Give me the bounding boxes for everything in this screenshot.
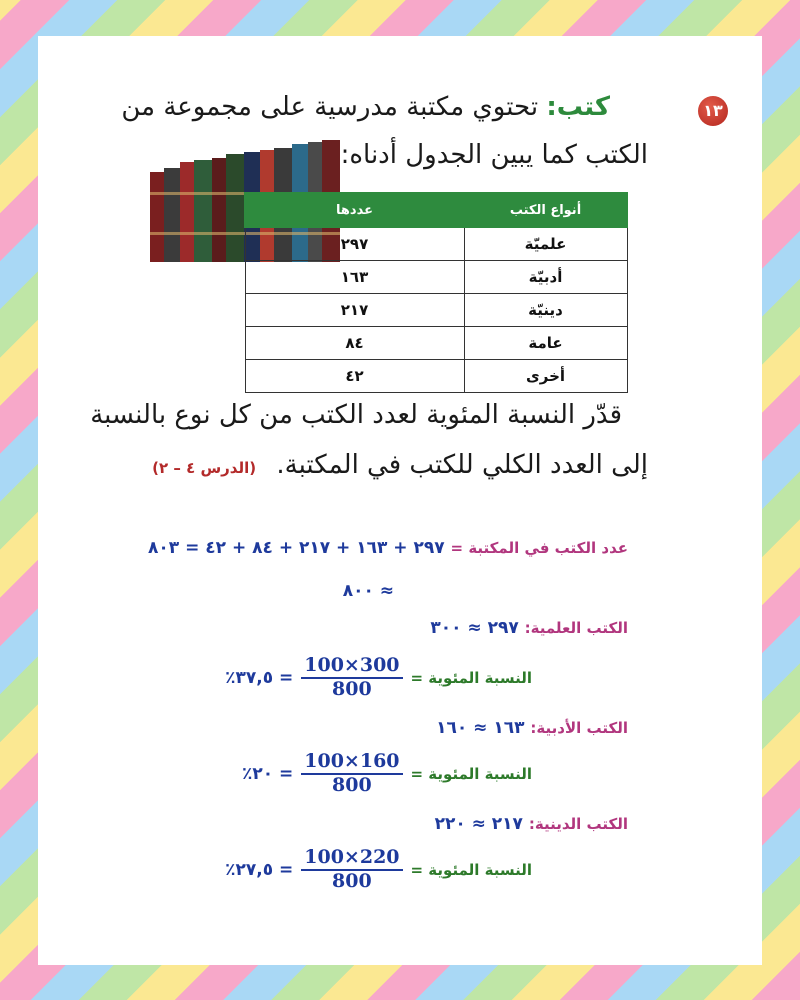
- religious-percent-label: النسبة المئوية =: [410, 860, 532, 879]
- literary-fraction: [301, 752, 402, 796]
- literary-line: [436, 718, 628, 738]
- cell-type: أخرى: [464, 360, 627, 393]
- lesson-reference: (الدرس ٤ – ٢): [152, 459, 257, 477]
- table-row: [245, 327, 627, 360]
- science-line: [430, 618, 628, 638]
- religious-line: [435, 814, 628, 834]
- literary-percent-line: [242, 752, 532, 796]
- total-label: عدد الكتب في المكتبة =: [450, 539, 628, 557]
- literary-percent-result: = ٢٠٪: [241, 763, 294, 784]
- problem-line-1: [121, 92, 610, 122]
- question-line-1: قدّر النسبة المئوية لعدد الكتب من كل نوع بالنسبة: [90, 400, 622, 430]
- problem-number-badge: ١٣: [698, 96, 728, 126]
- problem-text-1: تحتوي مكتبة مدرسية على مجموعة من: [121, 92, 539, 122]
- fraction-numerator: 100×160: [301, 752, 402, 775]
- science-fraction: [301, 656, 402, 700]
- science-percent-result: = ٣٧,٥٪: [225, 667, 294, 688]
- cell-type: علميّة: [464, 227, 627, 261]
- problem-keyword: كتب:: [546, 92, 610, 122]
- religious-fraction: [301, 848, 402, 892]
- religious-label: الكتب الدينية:: [528, 815, 628, 833]
- cell-type: أدبيّة: [464, 261, 627, 294]
- cell-type: دينيّة: [464, 294, 627, 327]
- header-count: عددها: [245, 193, 464, 227]
- books-table: [244, 192, 628, 393]
- science-label: الكتب العلمية:: [524, 619, 628, 637]
- fraction-denominator: 800: [332, 869, 372, 892]
- problem-line-2: الكتب كما يبين الجدول أدناه:: [340, 140, 648, 170]
- cell-count: ٢٩٧: [245, 227, 464, 261]
- science-expression: ٢٩٧ ≈ ٣٠٠: [430, 618, 519, 638]
- religious-percent-result: = ٢٧,٥٪: [225, 859, 294, 880]
- cell-count: ٤٢: [245, 360, 464, 393]
- fraction-numerator: 100×220: [301, 848, 402, 871]
- fraction-numerator: 100×300: [301, 656, 402, 679]
- literary-label: الكتب الأدبية:: [530, 719, 628, 737]
- question-line-2: [152, 450, 648, 480]
- religious-percent-line: [225, 848, 532, 892]
- table-row: [245, 294, 627, 327]
- science-percent-line: [225, 656, 532, 700]
- fraction-denominator: 800: [332, 677, 372, 700]
- question-text-2: إلى العدد الكلي للكتب في المكتبة.: [276, 450, 648, 480]
- science-percent-label: النسبة المئوية =: [410, 668, 532, 687]
- page-card: [38, 36, 762, 965]
- total-approximation: ≈ ٨٠٠: [342, 581, 394, 601]
- table-row: [245, 227, 627, 261]
- literary-percent-label: النسبة المئوية =: [410, 764, 532, 783]
- cell-type: عامة: [464, 327, 627, 360]
- total-expression: ٢٩٧ + ١٦٣ + ٢١٧ + ٨٤ + ٤٢ = ٨٠٣: [148, 538, 445, 558]
- table-header-row: [245, 193, 627, 227]
- total-line: [148, 538, 628, 558]
- header-type: أنواع الكتب: [464, 193, 627, 227]
- cell-count: ٨٤: [245, 327, 464, 360]
- table-row: [245, 261, 627, 294]
- religious-expression: ٢١٧ ≈ ٢٢٠: [434, 814, 523, 834]
- literary-expression: ١٦٣ ≈ ١٦٠: [436, 718, 525, 738]
- cell-count: ١٦٣: [245, 261, 464, 294]
- table-row: [245, 360, 627, 393]
- fraction-denominator: 800: [332, 773, 372, 796]
- cell-count: ٢١٧: [245, 294, 464, 327]
